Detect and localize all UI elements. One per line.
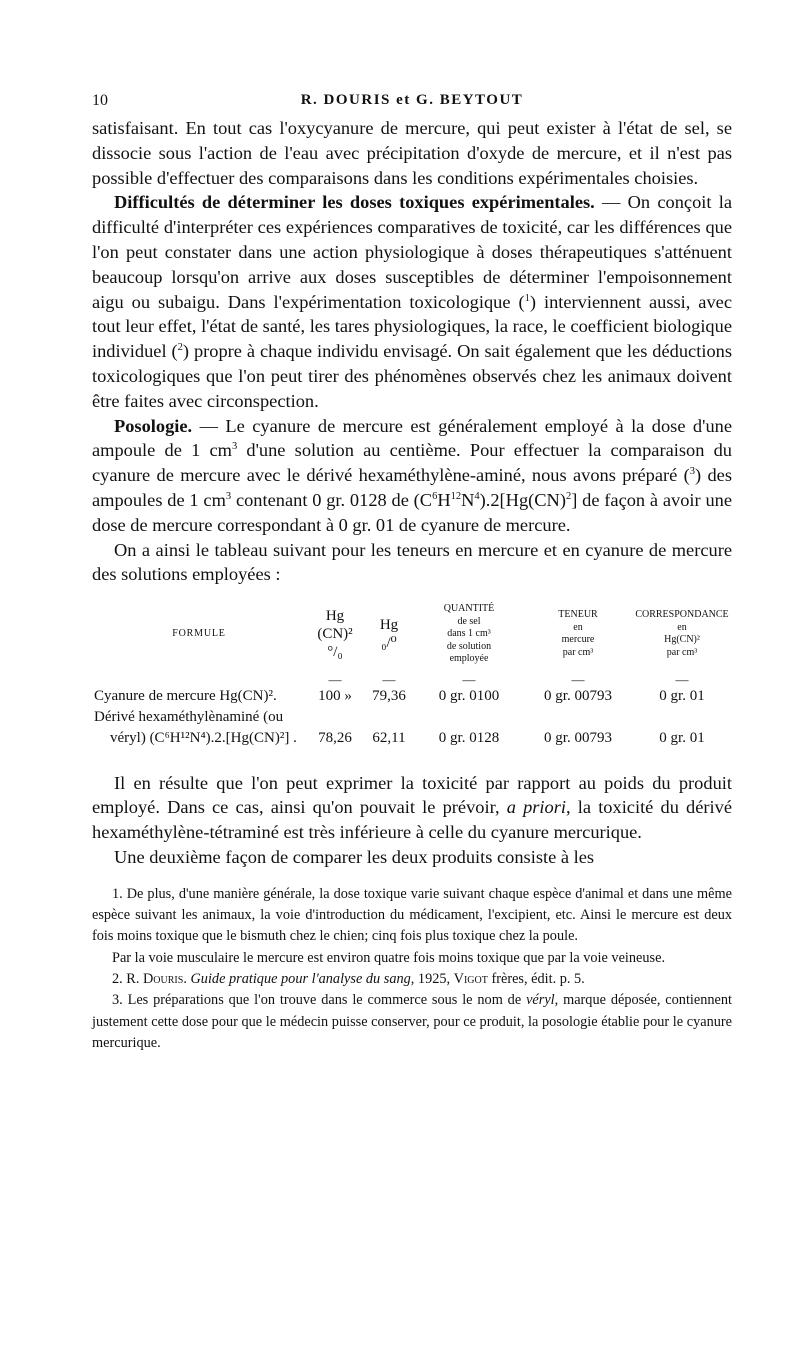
paragraph-6 (92, 845, 732, 870)
cell-teneur: 0 gr. 00793 (544, 729, 612, 746)
table-separator-row (92, 674, 732, 686)
cell-teneur: 0 gr. 00793 (544, 687, 612, 704)
header-corresp-line1: CORRESPONDANCE (635, 609, 729, 621)
paragraph-5-italic: a priori (506, 797, 567, 818)
footnote-3 (92, 990, 732, 1054)
separator-dash: — (462, 671, 476, 687)
footnote-ref-2: 2 (177, 342, 183, 354)
page-header (92, 88, 732, 116)
page (92, 88, 732, 1054)
paragraph-1-text: satisfaisant. En tout cas l'oxycyanure de mercure, qui peut exister à l'état de sel, se dissocie sous l'action de l'eau avec précipitation d'oxyde de mercure, et il n'est pas possible d'effectuer des comparaisons dans les conditions expérimentales choisies. (92, 118, 732, 188)
superscript: 4 (474, 490, 480, 502)
cell-empty (414, 707, 524, 728)
superscript: 12 (450, 490, 462, 502)
section-heading-doses-toxiques: Difficultés de déterminer les doses toxiques expérimentales. (114, 192, 595, 213)
body-text (92, 116, 732, 587)
header-teneur (524, 603, 632, 674)
paragraph-5 (92, 771, 732, 845)
footnote-2-text-a: 2. R. (112, 971, 143, 988)
paragraph-3-text-c: ) des ampoules de 1 cm (92, 465, 732, 510)
separator-dash: — (675, 671, 689, 687)
data-table (92, 603, 732, 749)
paragraph-2-text-c: ) propre à chaque individu envisagé. On sait également que les déductions toxicologiques que l'on peut tirer des phénomènes observés chez les animaux doivent être faites avec circonspection. (92, 341, 732, 411)
paragraph-2 (92, 190, 732, 413)
cell-hgcn: 78,26 (318, 729, 352, 746)
superscript: 2 (565, 490, 572, 502)
superscript: 3 (225, 490, 232, 502)
section-heading-posologie: Posologie. (114, 415, 193, 436)
cell-empty (524, 707, 632, 728)
separator-cell (92, 674, 306, 686)
paragraph-5-text-a: Il en résulte que l'on peut exprimer la toxicité par rapport au poids du produit employé. Dans ce cas, ainsi qu'on pouvait le prévoir, (92, 772, 732, 818)
footnote-ref-1: 1 (524, 292, 530, 304)
footnote-2-text-d: frères, édit. p. 5. (487, 971, 585, 988)
table-row (92, 686, 732, 707)
superscript: 3 (231, 441, 238, 453)
header-corresp-line2: en (677, 621, 687, 633)
separator-dash: — (328, 671, 342, 687)
header-teneur-line1: TENEUR (558, 609, 598, 621)
paragraph-3-text-d: contenant 0 gr. 0128 de (C (231, 489, 433, 510)
cell-formula-line1: Dérivé hexaméthylènaminé (ou (94, 708, 284, 725)
body-text-after-table (92, 771, 732, 870)
header-hg-line1: Hg (379, 617, 399, 634)
footnotes (92, 884, 732, 1054)
header-hg-line2: ₀/⁰ (381, 635, 397, 652)
paragraph-3-text-a: — Le cyanure de mercure est généralement employé à la dose d'une ampoule de 1 cm (92, 415, 732, 461)
cell-hg: 79,36 (372, 687, 406, 704)
cell-quantite: 0 gr. 0100 (438, 687, 500, 704)
cell-hg: 62,11 (372, 729, 406, 746)
header-corresp-line4: par cm³ (666, 646, 698, 658)
paragraph-3 (92, 414, 732, 538)
paragraph-2-text-b: ) interviennent aussi, avec tout leur effet, l'état de santé, les tares physiologiques, la race, le coefficient biologique individuel ( (92, 291, 732, 362)
cell-formula-line2: véryl) (C⁶H¹²N⁴).2.[Hg(CN)²] . (110, 729, 297, 746)
header-hgcn-line1: Hg (CN)² (317, 608, 353, 643)
header-teneur-line4: par cm³ (562, 646, 594, 658)
cell-hg-mark-glyph: » (340, 687, 352, 704)
cell-empty (364, 707, 414, 728)
cell-empty (306, 707, 364, 728)
footnote-2 (92, 969, 732, 990)
paragraph-3-text-f: N (461, 489, 475, 510)
header-hg (364, 603, 414, 674)
paragraph-5-text-b: , la toxicité du dérivé hexaméthylène-tétraminé est très inférieure à celle du cyanure mercurique. (92, 797, 732, 843)
separator-dash: — (382, 671, 396, 687)
table-row (92, 728, 732, 749)
paragraph-1 (92, 116, 732, 190)
paragraph-3-text-e: H (437, 489, 451, 510)
header-quantite-line2: de sel (457, 615, 481, 627)
header-teneur-line3: mercure (561, 634, 595, 646)
footnote-2-text-c: , 1925, (410, 971, 454, 988)
cell-correspondance: 0 gr. 01 (659, 729, 705, 746)
paragraph-3-text-g: ).2[Hg(CN) (479, 489, 566, 510)
cell-empty (632, 707, 732, 728)
separator-dash: — (571, 671, 585, 687)
footnote-2-text-b: . (183, 971, 191, 988)
footnote-3-text-b: , marque déposée, contiennent justement cette dose pour que le médecin puisse conserver, pour ce produit, la posologie établie pour le cyanure mercurique. (92, 992, 733, 1051)
table-row (92, 707, 732, 728)
page-number: 10 (92, 92, 108, 109)
header-formule: FORMULE (172, 628, 226, 640)
footnote-3-italic: véryl (526, 992, 555, 1009)
cell-quantite: 0 gr. 0128 (438, 729, 500, 746)
header-quantite-line3: dans 1 cm³ (447, 628, 491, 640)
footnote-3-text-a: 3. Les préparations que l'on trouve dans le commerce sous le nom de (112, 992, 527, 1009)
cell-hgcn: 100 » (318, 687, 352, 704)
header-corresp-line3: Hg(CN)² (664, 634, 700, 646)
header-quantite-line5: employée (449, 653, 489, 665)
header-quantite-line1: QUANTITÉ (443, 603, 495, 615)
header-correspondance (632, 603, 732, 674)
paragraph-2-text-a: — On conçoit la difficulté d'interpréter ces expériences comparatives de toxicité, car les différences que l'on peut constater dans une action physiologique à doses thérapeutiques s'atténuent beaucoup lorsqu'on arrive aux doses susceptibles de déterminer l'empoisonnement aigu ou subaigu. Dans l'expérimentation toxicologique ( (92, 192, 732, 312)
cell-formula: Cyanure de mercure Hg(CN)². (94, 687, 277, 704)
header-hgcn-line2: °/₀ (327, 644, 343, 661)
header-teneur-line2: en (573, 621, 583, 633)
header-hgcn (306, 603, 364, 674)
paragraph-4 (92, 538, 732, 588)
running-head: R. DOURIS et G. BEYTOUT (300, 92, 524, 108)
header-quantite (414, 603, 524, 674)
paragraph-3-text-b: d'une solution au centième. Pour effectuer la comparaison du cyanure de mercure avec le dérivé hexaméthylène-aminé, nous avons préparé ( (92, 440, 733, 486)
footnote-ref-3: 3 (689, 466, 696, 478)
cell-correspondance: 0 gr. 01 (659, 687, 705, 704)
footnote-2-title: Guide pratique pour l'analyse du sang (190, 971, 411, 988)
header-quantite-line4: de solution (446, 640, 492, 652)
footnote-1: 1. De plus, d'une manière générale, la dose toxique varie suivant chaque espèce d'animal et dans une même espèce suivant les animaux, la voie d'introduction du médicament, l'excipient, etc. Ainsi le mercure est deux fois moins toxique que le bismuth chez le chien; cinq fois plus toxique chez la poule. (92, 885, 732, 945)
paragraph-3-text-h: ] de façon à avoir une dose de mercure correspondant à 0 gr. 01 de cyanure de mercure. (92, 489, 733, 535)
footnote-1-continued: Par la voie musculaire le mercure est environ quatre fois moins toxique que par la voie veineuse. (112, 949, 666, 966)
footnote-2-publisher: Vigot (453, 971, 488, 988)
paragraph-6-text: Une deuxième façon de comparer les deux produits consiste à les (114, 847, 595, 868)
superscript: 6 (432, 490, 438, 502)
table-header-row (92, 603, 732, 674)
footnote-2-author: Douris (142, 971, 184, 988)
paragraph-4-text: On a ainsi le tableau suivant pour les teneurs en mercure et en cyanure de mercure des solutions employées : (92, 539, 732, 585)
